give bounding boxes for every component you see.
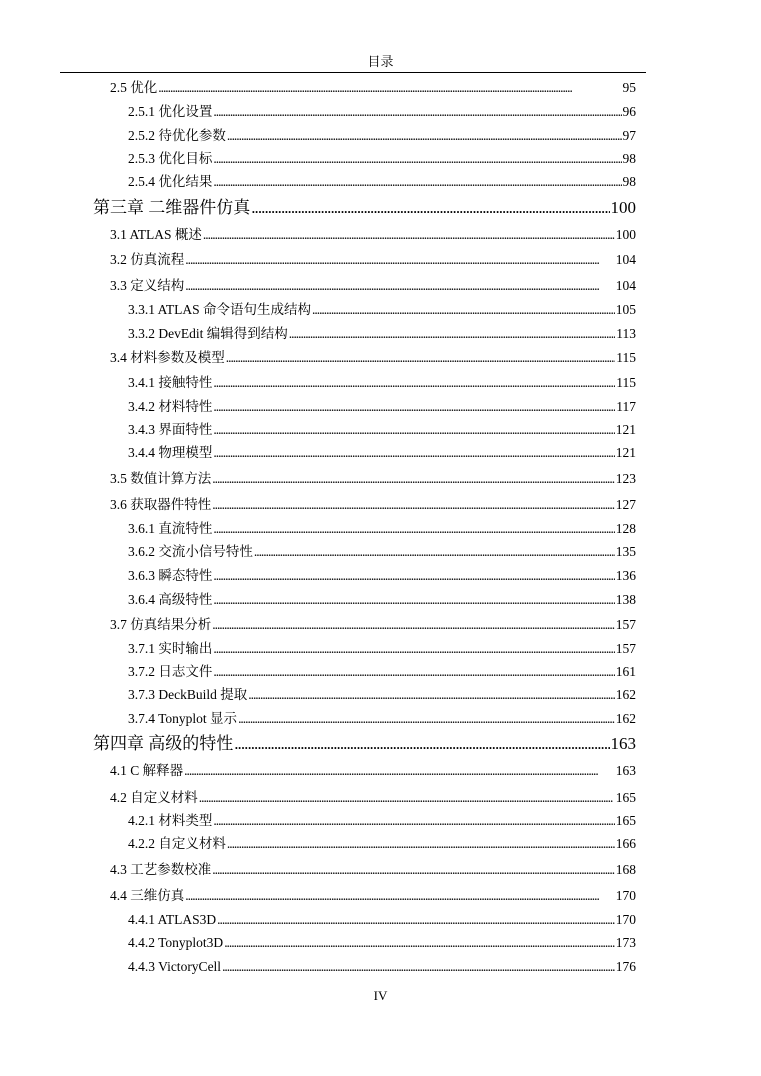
toc-entry-page: 127 bbox=[615, 497, 636, 512]
toc-entry-label: 4.4.3 VictoryCell bbox=[128, 959, 222, 974]
toc-entry-label: 2.5.2 待优化参数 bbox=[128, 128, 226, 143]
toc-entry[interactable] bbox=[128, 592, 636, 608]
toc-entry-page: 98 bbox=[622, 151, 636, 166]
toc-entry[interactable] bbox=[110, 790, 636, 806]
toc-entry[interactable] bbox=[128, 711, 636, 727]
dot-leader bbox=[213, 104, 621, 120]
dot-leader bbox=[312, 302, 615, 318]
toc-entry-label: 3.4.1 接触特性 bbox=[128, 375, 213, 390]
toc-entry[interactable] bbox=[128, 326, 636, 342]
dot-leader bbox=[213, 664, 614, 680]
toc-entry-page: 96 bbox=[622, 104, 636, 119]
toc-entry[interactable] bbox=[128, 521, 636, 537]
toc-entry[interactable] bbox=[128, 174, 636, 190]
dot-leader bbox=[185, 278, 615, 294]
toc-entry[interactable] bbox=[128, 151, 636, 167]
toc-entry[interactable] bbox=[128, 399, 636, 415]
toc-entry-page: 165 bbox=[615, 790, 636, 805]
toc-entry-page: 157 bbox=[615, 641, 636, 656]
toc-entry-page: 121 bbox=[615, 445, 636, 460]
toc-entry[interactable] bbox=[110, 278, 636, 294]
toc-entry-label: 3.6.2 交流小信号特性 bbox=[128, 544, 253, 559]
toc-entry-label: 3.7.1 实时输出 bbox=[128, 641, 213, 656]
toc-entry-page: 105 bbox=[615, 302, 636, 317]
dot-leader bbox=[224, 935, 615, 951]
toc-entry-label: 3.3.1 ATLAS 命令语句生成结构 bbox=[128, 302, 312, 317]
toc-entry[interactable] bbox=[128, 544, 636, 560]
toc-entry[interactable] bbox=[110, 763, 636, 779]
toc-entry[interactable] bbox=[110, 227, 636, 243]
dot-leader bbox=[213, 445, 614, 461]
dot-leader bbox=[213, 813, 614, 829]
toc-entry[interactable] bbox=[128, 568, 636, 584]
toc-entry-label: 2.5.1 优化设置 bbox=[128, 104, 213, 119]
toc-entry-page: 136 bbox=[615, 568, 636, 583]
toc-entry-label: 3.6.3 瞬态特性 bbox=[128, 568, 213, 583]
toc-entry-label: 4.4.1 ATLAS3D bbox=[128, 912, 217, 927]
toc-entry-label: 4.2.2 自定义材料 bbox=[128, 836, 226, 851]
toc-entry[interactable] bbox=[110, 80, 636, 96]
toc-entry-page: 135 bbox=[615, 544, 636, 559]
toc-entry[interactable] bbox=[110, 862, 636, 878]
toc-entry-label: 第四章 高级的特性 bbox=[93, 734, 234, 753]
toc-entry-page: 104 bbox=[615, 252, 636, 267]
toc-entry-label: 3.3.2 DevEdit 编辑得到结构 bbox=[128, 326, 288, 341]
toc-entry-page: 170 bbox=[615, 912, 636, 927]
toc-entry-page: 161 bbox=[615, 664, 636, 679]
toc-entry[interactable] bbox=[128, 813, 636, 829]
toc-entry-page: 165 bbox=[615, 813, 636, 828]
toc-entry-label: 3.7.3 DeckBuild 提取 bbox=[128, 687, 248, 702]
toc-entry-page: 166 bbox=[615, 836, 636, 851]
toc-entry-page: 138 bbox=[615, 592, 636, 607]
dot-leader bbox=[227, 836, 615, 852]
toc-entry-label: 第三章 二维器件仿真 bbox=[93, 198, 251, 217]
dot-leader bbox=[199, 790, 615, 806]
dot-leader bbox=[227, 128, 622, 144]
toc-entry[interactable] bbox=[128, 128, 636, 144]
toc-entry[interactable] bbox=[128, 664, 636, 680]
page-header-title: 目录 bbox=[367, 54, 394, 69]
dot-leader bbox=[212, 471, 615, 487]
dot-leader bbox=[213, 399, 615, 415]
toc-entry-label: 3.6 获取器件特性 bbox=[110, 497, 212, 512]
dot-leader bbox=[212, 862, 615, 878]
dot-leader bbox=[213, 641, 614, 657]
toc-entry[interactable] bbox=[110, 471, 636, 487]
toc-entry-label: 3.1 ATLAS 概述 bbox=[110, 227, 202, 242]
toc-entry-page: 98 bbox=[622, 174, 636, 189]
toc-entry-label: 4.4.2 Tonyplot3D bbox=[128, 935, 224, 950]
dot-leader bbox=[213, 151, 621, 167]
dot-leader bbox=[212, 497, 615, 513]
toc-entry-page: 128 bbox=[615, 521, 636, 536]
toc-entry-label: 4.1 C 解释器 bbox=[110, 763, 184, 778]
toc-entry[interactable] bbox=[128, 935, 636, 951]
toc-entry[interactable] bbox=[128, 445, 636, 461]
toc-entry-page: 95 bbox=[622, 80, 636, 95]
dot-leader bbox=[185, 252, 615, 268]
toc-entry-page: 115 bbox=[616, 350, 636, 365]
dot-leader bbox=[217, 912, 615, 928]
dot-leader bbox=[213, 174, 621, 190]
toc-entry[interactable] bbox=[110, 252, 636, 268]
toc-entry-label: 3.4.3 界面特性 bbox=[128, 422, 213, 437]
dot-leader bbox=[213, 568, 614, 584]
dot-leader bbox=[184, 763, 615, 779]
toc-entry-page: 100 bbox=[610, 198, 636, 217]
dot-leader bbox=[213, 422, 614, 438]
toc-entry[interactable] bbox=[128, 836, 636, 852]
toc-entry-label: 3.7 仿真结果分析 bbox=[110, 617, 212, 632]
toc-entry-page: 168 bbox=[615, 862, 636, 877]
toc-entry[interactable] bbox=[110, 888, 636, 904]
toc-entry-label: 3.4.2 材料特性 bbox=[128, 399, 213, 414]
toc-entry[interactable] bbox=[128, 375, 636, 391]
toc-entry-label: 4.4 三维仿真 bbox=[110, 888, 185, 903]
dot-leader bbox=[213, 375, 615, 391]
dot-leader bbox=[222, 959, 615, 975]
dot-leader bbox=[254, 544, 615, 560]
toc-chapter-entry[interactable] bbox=[93, 734, 636, 754]
toc-entry[interactable] bbox=[110, 497, 636, 513]
toc-entry-label: 3.5 数值计算方法 bbox=[110, 471, 212, 486]
toc-entry-label: 3.6.1 直流特性 bbox=[128, 521, 213, 536]
toc-entry-label: 3.7.2 日志文件 bbox=[128, 664, 213, 679]
toc-entry[interactable] bbox=[128, 302, 636, 318]
dot-leader bbox=[203, 227, 615, 243]
toc-entry-page: 104 bbox=[615, 278, 636, 293]
toc-entry-label: 3.2 仿真流程 bbox=[110, 252, 185, 267]
dot-leader bbox=[212, 617, 615, 633]
dot-leader bbox=[248, 687, 615, 703]
toc-entry[interactable] bbox=[110, 617, 636, 633]
toc-entry-page: 162 bbox=[615, 711, 636, 726]
toc-entry-label: 3.4.4 物理模型 bbox=[128, 445, 213, 460]
toc-entry-label: 2.5.4 优化结果 bbox=[128, 174, 213, 189]
toc-entry-label: 2.5.3 优化目标 bbox=[128, 151, 213, 166]
toc-entry-label: 2.5 优化 bbox=[110, 80, 158, 95]
toc-entry-label: 4.3 工艺参数校准 bbox=[110, 862, 212, 877]
toc-chapter-entry[interactable] bbox=[93, 198, 636, 218]
dot-leader bbox=[234, 734, 609, 754]
dot-leader bbox=[251, 198, 609, 218]
toc-entry[interactable] bbox=[128, 641, 636, 657]
toc-entry-label: 3.7.4 Tonyplot 显示 bbox=[128, 711, 238, 726]
toc-entry-label: 4.2.1 材料类型 bbox=[128, 813, 213, 828]
dot-leader bbox=[213, 521, 614, 537]
toc-entry[interactable] bbox=[128, 422, 636, 438]
dot-leader bbox=[185, 888, 615, 904]
toc-entry-page: 170 bbox=[615, 888, 636, 903]
toc-entry-page: 100 bbox=[615, 227, 636, 242]
toc-entry-page: 176 bbox=[615, 959, 636, 974]
toc-entry-label: 3.3 定义结构 bbox=[110, 278, 185, 293]
dot-leader bbox=[158, 80, 621, 96]
toc-entry[interactable] bbox=[128, 104, 636, 120]
toc-entry-label: 4.2 自定义材料 bbox=[110, 790, 198, 805]
toc-entry-page: 117 bbox=[616, 399, 636, 414]
toc-entry-page: 115 bbox=[616, 375, 636, 390]
toc-entry[interactable] bbox=[128, 687, 636, 703]
toc-entry-page: 173 bbox=[615, 935, 636, 950]
toc-entry-label: 3.4 材料参数及模型 bbox=[110, 350, 225, 365]
toc-entry-page: 162 bbox=[615, 687, 636, 702]
toc-entry-page: 163 bbox=[615, 763, 636, 778]
toc-entry[interactable] bbox=[128, 912, 636, 928]
dot-leader bbox=[289, 326, 616, 342]
toc-entry-page: 121 bbox=[615, 422, 636, 437]
toc-entry-page: 97 bbox=[622, 128, 636, 143]
toc-entry-page: 157 bbox=[615, 617, 636, 632]
toc-entry-label: 3.6.4 高级特性 bbox=[128, 592, 213, 607]
dot-leader bbox=[213, 592, 614, 608]
dot-leader bbox=[238, 711, 615, 727]
toc-entry-page: 163 bbox=[610, 734, 636, 753]
toc-entry-page: 123 bbox=[615, 471, 636, 486]
toc-entry[interactable] bbox=[110, 350, 636, 366]
toc-entry[interactable] bbox=[128, 959, 636, 975]
toc-entry-page: 113 bbox=[616, 326, 636, 341]
dot-leader bbox=[226, 350, 616, 366]
page-number: IV bbox=[373, 988, 388, 1003]
